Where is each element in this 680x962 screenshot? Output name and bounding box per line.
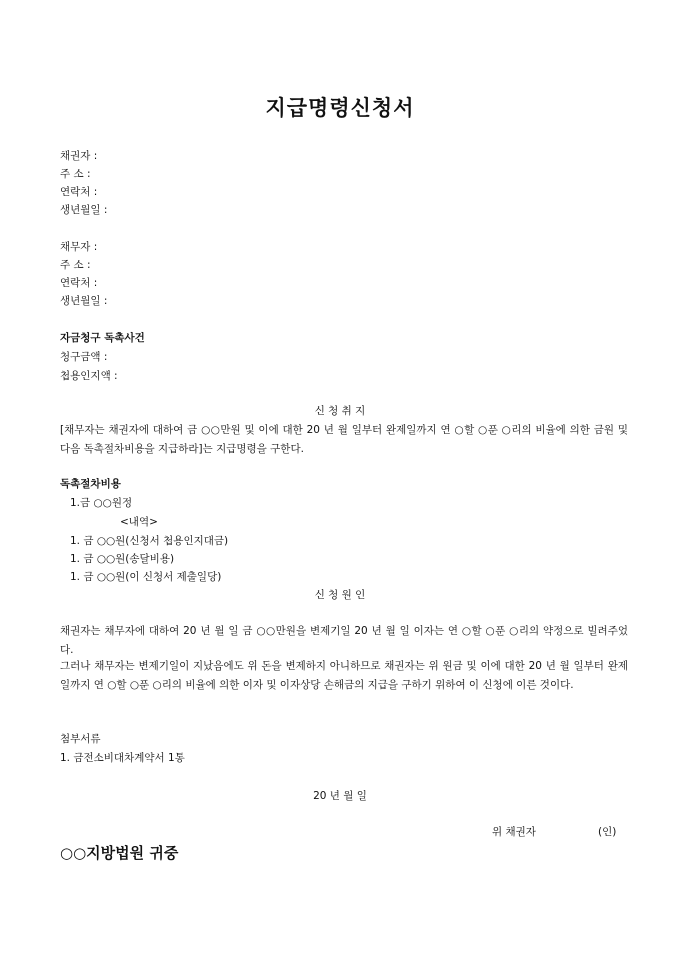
document-title: 지급명령신청서 xyxy=(265,96,415,120)
signature-seal: (인) xyxy=(598,826,617,838)
cause-heading: 신 청 원 인 xyxy=(314,589,366,601)
costs-total: 1.금 ○○원정 xyxy=(70,497,133,509)
creditor-contact-label: 연락처 : xyxy=(60,186,98,198)
costs-detail-label: <내역> xyxy=(120,516,158,528)
costs-item: 1. 금 ○○원(이 신청서 제출일당) xyxy=(70,571,222,583)
debtor-birth-label: 생년월일 : xyxy=(60,295,108,307)
cause-paragraph-1: 채권자는 채무자에 대하여 20 년 월 일 금 ○○만원을 변제기일 20 년 월 일 이자는 연 ○할 ○푼 ○리의 약정으로 빌려주었다. xyxy=(60,625,628,656)
purpose-body: [채무자는 채권자에 대하여 금 ○○만원 및 이에 대한 20 년 월 일부터 완제일까지 연 ○할 ○푼 ○리의 비율에 의한 금원 및 다음 독촉절차비용을 지급하라]는 지급명령을 구한다. xyxy=(60,424,628,455)
attachments-item: 1. 금전소비대차계약서 1통 xyxy=(60,752,185,764)
creditor-name-label: 채권자 : xyxy=(60,150,98,162)
signature-label: 위 채권자 xyxy=(492,826,536,838)
cause-paragraph-2: 그러나 채무자는 변제기일이 지났음에도 위 돈을 변제하지 아니하므로 채권자는 위 원금 및 이에 대한 20 년 월 일부터 완제일까지 연 ○할 ○푼 ○리의 비율에 의한 이자 및 이자상당 손해금의 지급을 구하기 위하여 이 신청에 이른 것이다. xyxy=(60,660,628,691)
document-date: 20 년 월 일 xyxy=(313,790,367,802)
costs-heading: 독촉절차비용 xyxy=(60,478,121,490)
debtor-address-label: 주 소 : xyxy=(60,259,91,271)
purpose-heading: 신 청 취 지 xyxy=(314,405,366,417)
case-heading: 자금청구 독촉사건 xyxy=(60,332,145,344)
debtor-name-label: 채무자 : xyxy=(60,241,98,253)
court-addressee: ○○지방법원 귀중 xyxy=(60,844,179,862)
debtor-contact-label: 연락처 : xyxy=(60,277,98,289)
creditor-address-label: 주 소 : xyxy=(60,168,91,180)
attachments-heading: 첨부서류 xyxy=(60,733,101,745)
stamp-amount-label: 첩용인지액 : xyxy=(60,370,118,382)
claim-amount-label: 청구금액 : xyxy=(60,351,108,363)
creditor-birth-label: 생년월일 : xyxy=(60,204,108,216)
costs-item: 1. 금 ○○원(송달비용) xyxy=(70,553,175,565)
costs-item: 1. 금 ○○원(신청서 첩용인지대금) xyxy=(70,535,229,547)
